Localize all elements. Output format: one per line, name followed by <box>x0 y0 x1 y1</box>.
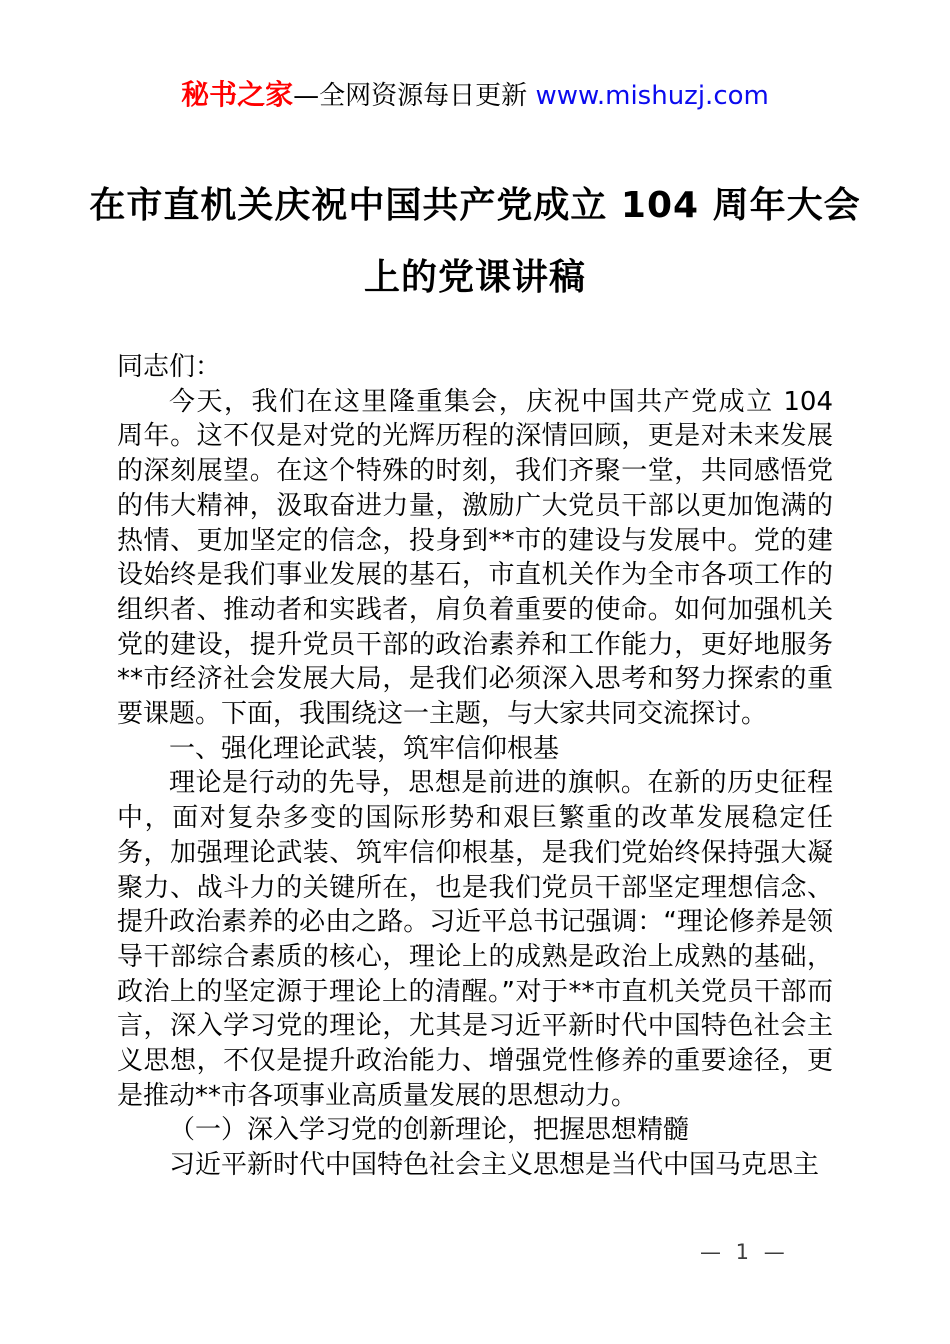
site-url-link[interactable]: www.mishuzj.com <box>535 81 769 111</box>
paragraph: 习近平新时代中国特色社会主义思想是当代中国马克思主 <box>169 1150 820 1181</box>
header-separator: — <box>293 81 320 111</box>
header-tagline: 全网资源每日更新 <box>319 81 528 111</box>
paragraph: （一）深入学习党的创新理论，把握思想精髓 <box>169 1115 690 1146</box>
title-line: 在市直机关庆祝中国共产党成立 104 周年大会 <box>89 185 861 226</box>
paragraph: 今天，我们在这里隆重集会，庆祝中国共产党成立 104 周年。这不仅是对党的光辉历程的深情回顾，更是对未来发展的深刻展望。在这个特殊的时刻，我们齐聚一堂，共同感悟党的伟大精神，汲取奋进力量，激励广大党员干部以更加饱满的热情、更加坚定的信念，投身到**市的建设与发展中。党的建设始终是我们事业发展的基石，市直机关作为全市各项工作的组织者、推动者和实践者，肩负着重要的使命。如何加强机关党的建设，提升党员干部的政治素养和工作能力，更好地服务**市经济社会发展大局，是我们必须深入思考和努力探索的重要课题。下面，我围绕这一主题，与大家共同交流探讨。 <box>117 386 833 730</box>
title-line: 上的党课讲稿 <box>363 257 586 298</box>
page-number: — 1 — <box>700 1240 789 1264</box>
body-text <box>117 350 833 1183</box>
paragraph: 同志们： <box>117 352 222 382</box>
paragraph: 理论是行动的先导，思想是前进的旗帜。在新的历史征程中，面对复杂多变的国际形势和艰巨繁重的改革发展稳定任务，加强理论武装、筑牢信仰根基，是我们党始终保持强大凝聚力、战斗力的关键所在，也是我们党员干部坚定理想信念、提升政治素养的必由之路。习近平总书记强调：“理论修养是领导干部综合素质的核心，理论上的成熟是政治上成熟的基础，政治上的坚定源于理论上的清醒。”对于**市直机关党员干部而言，深入学习党的理论，尤其是习近平新时代中国特色社会主义思想，不仅是提升政治能力、增强党性修养的重要途径，更是推动**市各项事业高质量发展的思想动力。 <box>117 768 833 1111</box>
site-name: 秘书之家 <box>181 78 294 111</box>
header-banner <box>0 80 950 111</box>
document-title <box>75 170 875 314</box>
paragraph: 一、强化理论武装，筑牢信仰根基 <box>169 733 560 764</box>
